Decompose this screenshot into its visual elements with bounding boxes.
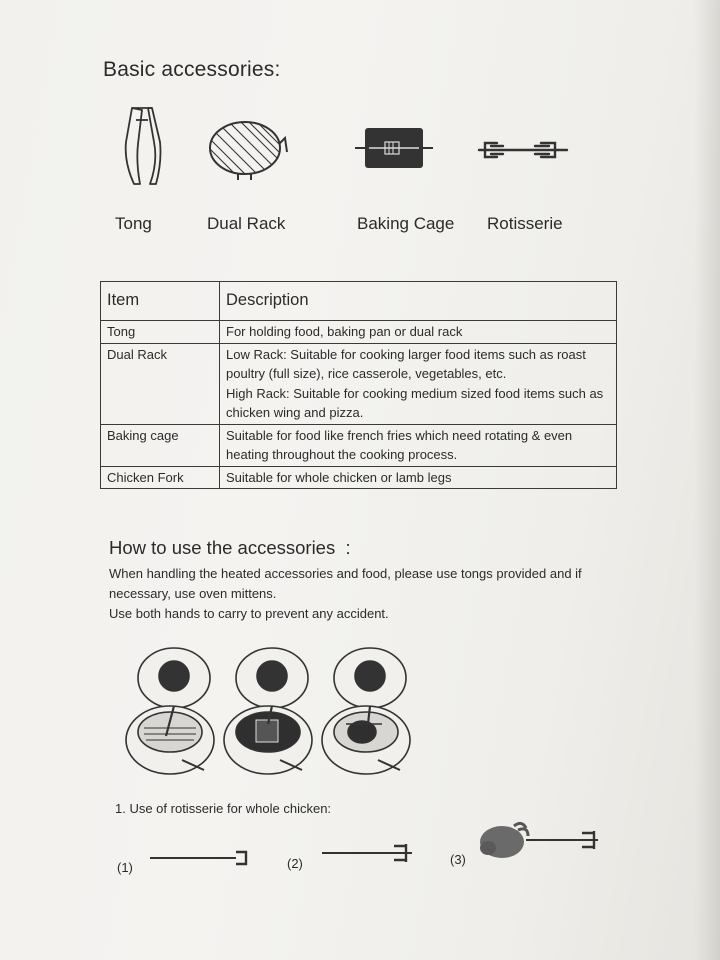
table-cell-item: Dual Rack xyxy=(101,343,220,424)
step-number-2: (2) xyxy=(287,856,303,871)
accessory-label-rotisserie: Rotisserie xyxy=(487,214,563,233)
table-cell-description: Suitable for food like french fries which need rotating & even heating throughout the cooking process. xyxy=(220,424,617,466)
tong-icon xyxy=(118,104,164,190)
table-cell-item: Chicken Fork xyxy=(101,466,220,489)
accessory-label-baking-cage: Baking Cage xyxy=(357,214,455,233)
how-to-use-heading: How to use the accessories : xyxy=(109,537,351,558)
step-number-1: (1) xyxy=(117,860,133,875)
air-fryer-with-chicken-icon xyxy=(322,648,410,774)
table-header-description: Description xyxy=(220,282,617,321)
chicken-on-rotisserie-icon xyxy=(474,816,604,864)
table-row xyxy=(101,343,617,424)
accessory-label-dual-rack: Dual Rack xyxy=(207,214,286,233)
table-row xyxy=(101,466,617,489)
air-fryer-with-rack-icon xyxy=(126,648,214,774)
table-header-item: Item xyxy=(101,282,220,321)
high-rack-description: High Rack: Suitable for cooking medium sized food items such as chicken wing and pizza. xyxy=(226,385,604,420)
table-cell-description: Suitable for whole chicken or lamb legs xyxy=(220,466,617,489)
low-rack-description: Low Rack: Suitable for cooking larger food items such as roast poultry (full size), rice casserole, vegetables, etc. xyxy=(226,346,586,381)
rotisserie-step-heading: 1. Use of rotisserie for whole chicken: xyxy=(115,801,332,816)
table-cell-description xyxy=(220,343,617,424)
table-cell-item: Baking cage xyxy=(101,424,220,466)
air-fryer-with-cage-icon xyxy=(224,648,312,774)
table-row xyxy=(101,424,617,466)
rotisserie-icon xyxy=(475,138,571,162)
rotisserie-rod-with-fork-icon xyxy=(320,842,420,864)
handling-instructions: When handling the heated accessories and food, please use tongs provided and if necessary, use oven mittens. xyxy=(109,566,582,601)
table-cell-description: For holding food, baking pan or dual rack xyxy=(220,321,617,344)
carry-instructions: Use both hands to carry to prevent any accident. xyxy=(109,606,389,621)
table-row xyxy=(101,321,617,344)
accessories-table xyxy=(100,281,617,489)
baking-cage-icon xyxy=(355,126,433,172)
page-edge-shadow xyxy=(694,0,720,960)
table-cell-item: Tong xyxy=(101,321,220,344)
step-number-3: (3) xyxy=(450,852,466,867)
accessory-label-tong: Tong xyxy=(115,214,152,233)
rotisserie-rod-icon xyxy=(148,848,254,868)
table-header-row xyxy=(101,282,617,321)
air-fryer-illustrations xyxy=(122,640,422,782)
dual-rack-icon xyxy=(205,112,291,182)
basic-accessories-heading: Basic accessories: xyxy=(103,58,281,81)
